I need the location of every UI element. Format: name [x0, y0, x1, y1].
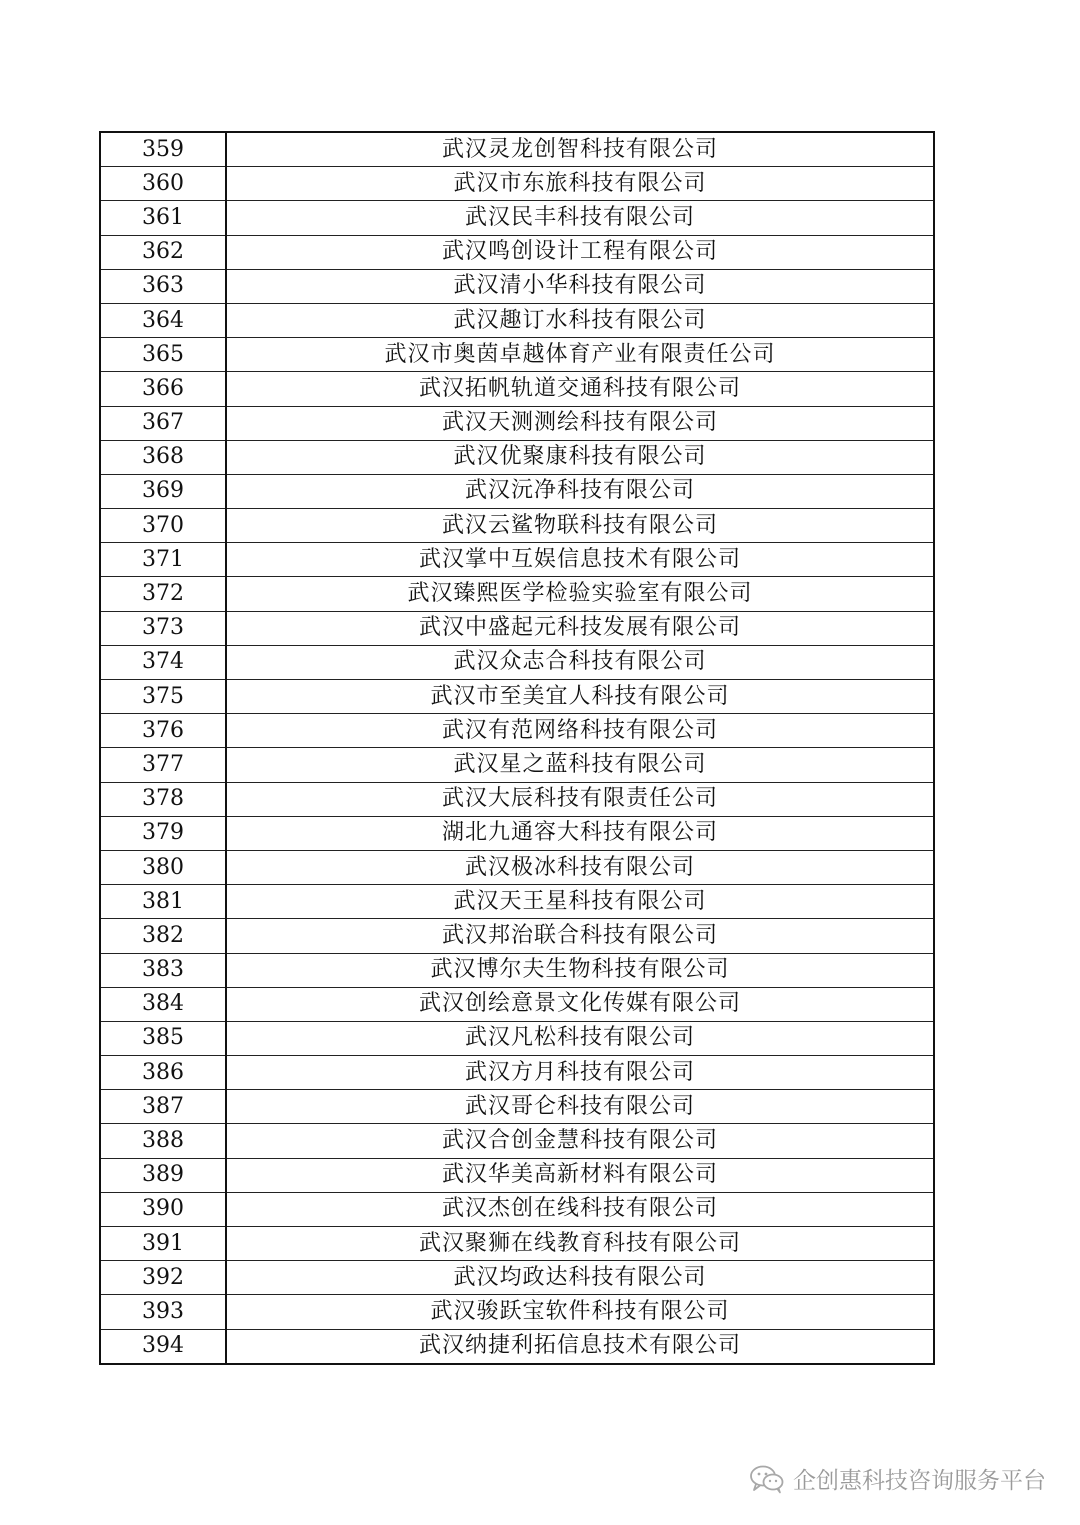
- row-index: 362: [100, 235, 226, 269]
- row-index: 374: [100, 645, 226, 679]
- row-index: 375: [100, 680, 226, 714]
- row-index: 385: [100, 1021, 226, 1055]
- row-index: 377: [100, 748, 226, 782]
- table-row: [100, 1090, 934, 1124]
- row-index: 361: [100, 201, 226, 235]
- row-index: 360: [100, 167, 226, 201]
- company-name: 武汉极冰科技有限公司: [226, 850, 934, 884]
- wechat-icon: [749, 1464, 785, 1494]
- row-index: 390: [100, 1192, 226, 1226]
- table-row: [100, 1124, 934, 1158]
- table-row: [100, 919, 934, 953]
- company-list-body: [100, 132, 934, 1364]
- table-row: [100, 167, 934, 201]
- table-row: [100, 1261, 934, 1295]
- row-index: 388: [100, 1124, 226, 1158]
- company-name: 武汉拓帆轨道交通科技有限公司: [226, 372, 934, 406]
- table-row: [100, 1056, 934, 1090]
- company-name: 武汉臻熙医学检验实验室有限公司: [226, 577, 934, 611]
- table-row: [100, 850, 934, 884]
- company-name: 武汉有范网络科技有限公司: [226, 714, 934, 748]
- company-name: 武汉优聚康科技有限公司: [226, 440, 934, 474]
- company-list-table: [99, 131, 935, 1365]
- table-row: [100, 372, 934, 406]
- company-name: 武汉杰创在线科技有限公司: [226, 1192, 934, 1226]
- row-index: 391: [100, 1227, 226, 1261]
- table-row: [100, 885, 934, 919]
- company-name: 湖北九通容大科技有限公司: [226, 816, 934, 850]
- row-index: 379: [100, 816, 226, 850]
- row-index: 383: [100, 953, 226, 987]
- company-name: 武汉聚狮在线教育科技有限公司: [226, 1227, 934, 1261]
- company-name: 武汉众志合科技有限公司: [226, 645, 934, 679]
- table-row: [100, 406, 934, 440]
- company-name: 武汉天王星科技有限公司: [226, 885, 934, 919]
- table-row: [100, 338, 934, 372]
- row-index: 367: [100, 406, 226, 440]
- company-name: 武汉均政达科技有限公司: [226, 1261, 934, 1295]
- row-index: 372: [100, 577, 226, 611]
- company-name: 武汉骏跃宝软件科技有限公司: [226, 1295, 934, 1329]
- table-row: [100, 474, 934, 508]
- table-row: [100, 509, 934, 543]
- table-row: [100, 1192, 934, 1226]
- table-row: [100, 543, 934, 577]
- row-index: 394: [100, 1329, 226, 1364]
- company-name: 武汉市至美宜人科技有限公司: [226, 680, 934, 714]
- company-name: 武汉华美高新材料有限公司: [226, 1158, 934, 1192]
- row-index: 366: [100, 372, 226, 406]
- company-name: 武汉中盛起元科技发展有限公司: [226, 611, 934, 645]
- table-row: [100, 440, 934, 474]
- company-name: 武汉邦治联合科技有限公司: [226, 919, 934, 953]
- row-index: 381: [100, 885, 226, 919]
- table-row: [100, 269, 934, 303]
- company-name: 武汉趣订水科技有限公司: [226, 303, 934, 337]
- company-name: 武汉灵龙创智科技有限公司: [226, 132, 934, 167]
- table-row: [100, 1227, 934, 1261]
- company-name: 武汉掌中互娱信息技术有限公司: [226, 543, 934, 577]
- row-index: 370: [100, 509, 226, 543]
- row-index: 371: [100, 543, 226, 577]
- row-index: 365: [100, 338, 226, 372]
- company-name: 武汉民丰科技有限公司: [226, 201, 934, 235]
- company-name: 武汉沅净科技有限公司: [226, 474, 934, 508]
- table-row: [100, 680, 934, 714]
- row-index: 364: [100, 303, 226, 337]
- company-name: 武汉博尔夫生物科技有限公司: [226, 953, 934, 987]
- row-index: 363: [100, 269, 226, 303]
- company-name: 武汉鸣创设计工程有限公司: [226, 235, 934, 269]
- row-index: 386: [100, 1056, 226, 1090]
- company-name: 武汉纳捷利拓信息技术有限公司: [226, 1329, 934, 1364]
- company-name: 武汉市奥茵卓越体育产业有限责任公司: [226, 338, 934, 372]
- row-index: 373: [100, 611, 226, 645]
- table-row: [100, 1329, 934, 1364]
- table-row: [100, 645, 934, 679]
- company-name: 武汉凡松科技有限公司: [226, 1021, 934, 1055]
- company-name: 武汉清小华科技有限公司: [226, 269, 934, 303]
- row-index: 382: [100, 919, 226, 953]
- company-name: 武汉哥仑科技有限公司: [226, 1090, 934, 1124]
- company-name: 武汉创绘意景文化传媒有限公司: [226, 987, 934, 1021]
- row-index: 389: [100, 1158, 226, 1192]
- table-row: [100, 201, 934, 235]
- company-name: 武汉星之蓝科技有限公司: [226, 748, 934, 782]
- table-row: [100, 987, 934, 1021]
- row-index: 384: [100, 987, 226, 1021]
- company-name: 武汉天测测绘科技有限公司: [226, 406, 934, 440]
- table-row: [100, 235, 934, 269]
- row-index: 368: [100, 440, 226, 474]
- company-name: 武汉市东旅科技有限公司: [226, 167, 934, 201]
- row-index: 387: [100, 1090, 226, 1124]
- row-index: 359: [100, 132, 226, 167]
- company-name: 武汉云鲨物联科技有限公司: [226, 509, 934, 543]
- table-row: [100, 611, 934, 645]
- table-row: [100, 816, 934, 850]
- table-row: [100, 1158, 934, 1192]
- watermark: [749, 1462, 1046, 1495]
- table-row: [100, 132, 934, 167]
- table-row: [100, 577, 934, 611]
- row-index: 378: [100, 782, 226, 816]
- table-row: [100, 1295, 934, 1329]
- company-name: 武汉大辰科技有限责任公司: [226, 782, 934, 816]
- company-name: 武汉方月科技有限公司: [226, 1056, 934, 1090]
- row-index: 380: [100, 850, 226, 884]
- company-name: 武汉合创金慧科技有限公司: [226, 1124, 934, 1158]
- row-index: 393: [100, 1295, 226, 1329]
- table-row: [100, 782, 934, 816]
- watermark-text: 企创惠科技咨询服务平台: [793, 1468, 1046, 1494]
- table-row: [100, 714, 934, 748]
- table-row: [100, 1021, 934, 1055]
- row-index: 369: [100, 474, 226, 508]
- row-index: 392: [100, 1261, 226, 1295]
- row-index: 376: [100, 714, 226, 748]
- table-row: [100, 303, 934, 337]
- table-row: [100, 953, 934, 987]
- table-row: [100, 748, 934, 782]
